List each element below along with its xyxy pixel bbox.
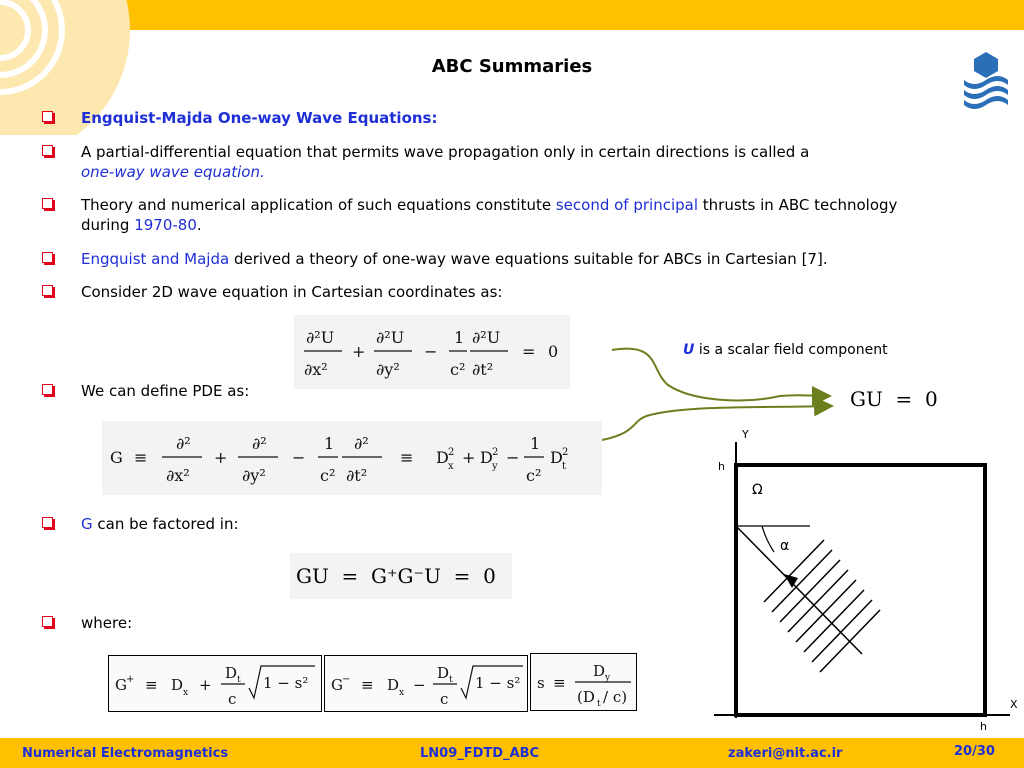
svg-text:/ c): / c) [603,688,628,706]
svg-text:2: 2 [562,447,569,458]
svg-text:x: x [399,688,405,698]
svg-text:≡: ≡ [553,674,566,692]
svg-text:∂²U: ∂²U [472,328,501,347]
svg-text:−: − [424,342,438,361]
bullet-highlight: one-way wave equation. [81,163,265,181]
bullet-highlight: Engquist and Majda [81,250,230,268]
svg-text:∂²U: ∂²U [376,328,405,347]
svg-text:+: + [352,342,366,361]
svg-text:G: G [331,676,343,694]
svg-text:D: D [480,448,493,467]
svg-text:+: + [126,674,135,685]
gu-equation: GU = 0 [850,387,938,411]
svg-text:D: D [171,676,184,694]
svg-text:=: = [522,342,536,361]
domain-diagram [700,428,1024,738]
bullet-text: can be factored in: [97,515,239,533]
svg-text:t: t [562,461,567,472]
svg-text:∂²U: ∂²U [306,328,335,347]
svg-text:(D: (D [577,688,595,706]
svg-text:D: D [593,662,606,680]
factored-equation: GU = G⁺G⁻U = 0 [290,553,512,599]
bullet-heading-text: Engquist-Majda One-way Wave Equations: [81,109,438,127]
bullet-text: Theory and numerical application of such equations constitute [81,196,552,214]
bullet-text: thrusts in ABC technology during [81,196,898,234]
svg-text:D: D [387,676,400,694]
svg-text:x: x [448,461,454,472]
svg-text:c²: c² [320,466,336,485]
bullet-highlight: 1970-80 [134,216,197,234]
svg-text:+: + [462,448,476,467]
h-label-left: h [718,460,725,473]
bullet-text: derived a theory of one-way wave equations suitable for ABCs in Cartesian [7]. [233,250,828,268]
s-equation [530,653,637,711]
svg-text:t: t [449,675,453,685]
bullet-text-end: . [196,216,202,234]
svg-text:+: + [199,676,212,694]
svg-text:c: c [228,690,237,708]
x-axis-label: X [1010,698,1018,711]
svg-text:1: 1 [530,434,541,453]
bullet-marker-icon [42,616,53,627]
g-minus-equation [324,655,528,712]
bullet-text: Consider 2D wave equation in Cartesian coordinates as: [81,283,503,301]
y-axis-label: Y [742,428,749,441]
g-operator-equation [102,421,602,495]
svg-text:∂y²: ∂y² [376,360,400,379]
svg-text:2: 2 [492,447,499,458]
annotation-symbol: U [683,342,695,358]
bullet-text: We can define PDE as: [81,382,250,400]
svg-text:D: D [225,664,238,682]
svg-text:≡: ≡ [361,676,374,694]
bullet-marker-icon [42,517,53,528]
svg-text:G: G [110,448,123,467]
svg-text:c²: c² [450,360,466,379]
svg-text:D: D [436,448,449,467]
svg-text:∂y²: ∂y² [242,466,266,485]
svg-text:∂t²: ∂t² [472,360,494,379]
footer-course: Numerical Electromagnetics [22,746,229,761]
slide-title: ABC Summaries [431,56,593,77]
svg-text:1: 1 [324,434,335,453]
bullet-text: where: [81,614,133,632]
omega-label: Ω [752,482,763,498]
h-label-bottom: h [980,720,987,733]
svg-text:∂t²: ∂t² [346,466,368,485]
svg-text:1: 1 [454,328,465,347]
svg-text:D: D [437,664,450,682]
svg-text:2: 2 [448,447,455,458]
svg-text:y: y [605,673,611,683]
svg-text:∂x²: ∂x² [166,466,190,485]
svg-text:≡: ≡ [134,448,148,467]
svg-text:∂x²: ∂x² [304,360,328,379]
svg-text:∂²: ∂² [176,434,191,453]
svg-text:x: x [183,688,189,698]
svg-text:t: t [237,675,241,685]
svg-text:0: 0 [548,342,559,361]
svg-text:t: t [597,699,601,709]
svg-text:≡: ≡ [145,676,158,694]
alpha-label: α [780,538,790,554]
bullet-text: A partial-differential equation that permits wave propagation only in certain directions is called a [81,143,810,161]
svg-text:1 − s²: 1 − s² [475,674,521,692]
annotation-text: is a scalar field component [698,342,888,358]
svg-text:−: − [292,448,306,467]
svg-text:≡: ≡ [400,448,414,467]
footer-email: zakeri@nit.ac.ir [728,746,843,761]
svg-text:−: − [413,676,426,694]
g-plus-equation [108,655,322,712]
svg-text:1 − s²: 1 − s² [263,674,309,692]
footer-page-number: 20/30 [954,744,995,759]
bullet-highlight: G [81,515,93,533]
svg-text:−: − [506,448,520,467]
svg-text:∂²: ∂² [354,434,369,453]
svg-text:−: − [342,674,351,685]
svg-text:y: y [492,461,498,472]
svg-text:+: + [214,448,228,467]
footer-lecture: LN09_FDTD_ABC [420,746,540,761]
svg-text:∂²: ∂² [252,434,267,453]
bullet-highlight: second of principal [555,196,699,214]
svg-text:D: D [550,448,563,467]
svg-text:c: c [440,690,449,708]
bullet-marker-icon [42,384,53,395]
svg-text:c²: c² [526,466,542,485]
svg-text:s: s [537,674,545,692]
svg-text:G: G [115,676,127,694]
footer-bar [0,738,1024,768]
